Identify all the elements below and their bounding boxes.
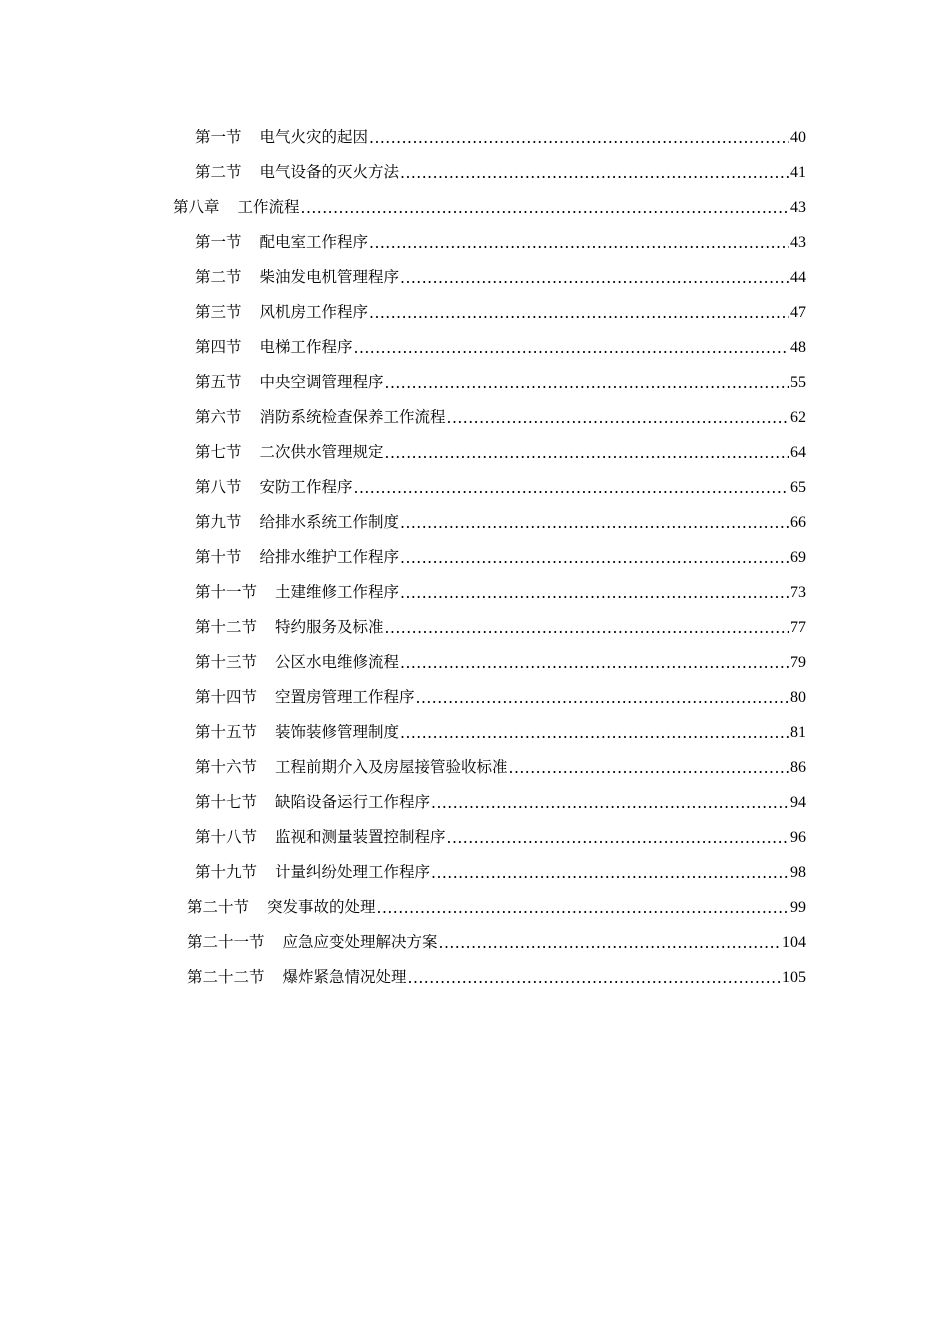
toc-entry[interactable]: [0, 470, 950, 505]
toc-entry-title: 装饰装修管理制度: [275, 723, 400, 741]
toc-page-number: 41: [790, 164, 806, 181]
toc-entry[interactable]: [0, 750, 950, 785]
toc-entry-label: [195, 785, 430, 820]
dot-leader: [400, 156, 789, 191]
toc-page-number: 40: [790, 129, 806, 146]
dot-leader: [408, 961, 781, 996]
toc-entry-title: 安防工作程序: [259, 478, 353, 496]
toc-entry-label: [187, 890, 376, 925]
dot-leader: [385, 611, 789, 646]
toc-entry-label: [195, 330, 353, 365]
dot-leader: [385, 436, 789, 471]
toc-page-number: 66: [790, 514, 806, 531]
dot-leader: [400, 541, 789, 576]
toc-section-number: 第六节: [195, 408, 242, 426]
toc-entry[interactable]: [0, 400, 950, 435]
toc-entry[interactable]: [0, 225, 950, 260]
toc-section-number: 第十六节: [195, 758, 258, 776]
toc-entry[interactable]: [0, 365, 950, 400]
toc-entry-label: [195, 505, 399, 540]
toc-section-number: 第十三节: [195, 653, 258, 671]
toc-section-number: 第二节: [195, 163, 242, 181]
toc-page-number: 79: [790, 654, 806, 671]
toc-section-number: 第二节: [195, 268, 242, 286]
toc-entry[interactable]: [0, 330, 950, 365]
toc-section-number: 第三节: [195, 303, 242, 321]
toc-entry-label: [195, 365, 384, 400]
toc-entry-label: [195, 295, 368, 330]
dot-leader: [400, 576, 789, 611]
toc-section-number: 第十五节: [195, 723, 258, 741]
toc-page-number: 81: [790, 724, 806, 741]
toc-entry[interactable]: [0, 820, 950, 855]
toc-page-number: 86: [790, 759, 806, 776]
toc-page-number: 47: [790, 304, 806, 321]
toc-section-number: 第十二节: [195, 618, 258, 636]
toc-section-number: 第一节: [195, 233, 242, 251]
dot-leader: [439, 926, 781, 961]
toc-section-number: 第四节: [195, 338, 242, 356]
toc-entry-title: 给排水系统工作制度: [259, 513, 400, 531]
dot-leader: [400, 261, 789, 296]
toc-entry-title: 土建维修工作程序: [275, 583, 400, 601]
toc-entry-title: 应急应变处理解决方案: [282, 933, 438, 951]
toc-entry-label: [195, 855, 430, 890]
toc-entry[interactable]: [0, 575, 950, 610]
toc-section-number: 第十七节: [195, 793, 258, 811]
toc-entry-title: 给排水维护工作程序: [259, 548, 400, 566]
dot-leader: [369, 121, 789, 156]
toc-entry-title: 风机房工作程序: [259, 303, 369, 321]
toc-entry-title: 电气火灾的起因: [259, 128, 369, 146]
toc-section-number: 第二十一节: [187, 933, 265, 951]
toc-section-number: 第十节: [195, 548, 242, 566]
toc-page-number: 105: [782, 969, 806, 986]
toc-section-number: 第十八节: [195, 828, 258, 846]
toc-entry-title: 中央空调管理程序: [259, 373, 384, 391]
toc-entry-title: 突发事故的处理: [267, 898, 376, 916]
toc-entry-label: [195, 435, 384, 470]
toc-section-number: 第一节: [195, 128, 242, 146]
toc-page-number: 99: [790, 899, 806, 916]
toc-entry-label: [195, 750, 508, 785]
toc-entry[interactable]: [0, 610, 950, 645]
toc-chapter-number: 第八章: [173, 198, 220, 216]
toc-entry[interactable]: [0, 295, 950, 330]
toc-page-number: 98: [790, 864, 806, 881]
toc-entry[interactable]: [0, 540, 950, 575]
toc-entry-label: [195, 575, 399, 610]
toc-entry-label: [195, 155, 399, 190]
dot-leader: [385, 366, 789, 401]
dot-leader: [301, 191, 789, 226]
toc-entry-title: 柴油发电机管理程序: [259, 268, 400, 286]
toc-entry[interactable]: [0, 505, 950, 540]
toc-page-number: 104: [782, 934, 806, 951]
toc-entry-title: 工作流程: [237, 198, 300, 216]
table-of-contents: [0, 120, 950, 995]
toc-entry[interactable]: [0, 155, 950, 190]
toc-page-number: 96: [790, 829, 806, 846]
dot-leader: [447, 821, 789, 856]
toc-entry[interactable]: [0, 925, 950, 960]
toc-entry-title: 工程前期介入及房屋接管验收标准: [275, 758, 508, 776]
dot-leader: [509, 751, 789, 786]
toc-page-number: 80: [790, 689, 806, 706]
toc-entry-label: [195, 400, 446, 435]
toc-entry[interactable]: [0, 715, 950, 750]
dot-leader: [369, 296, 789, 331]
dot-leader: [416, 681, 789, 716]
toc-section-number: 第二十节: [187, 898, 250, 916]
toc-page-number: 44: [790, 269, 806, 286]
toc-entry[interactable]: [0, 960, 950, 995]
toc-entry-title: 电气设备的灭火方法: [259, 163, 400, 181]
toc-entry-label: [195, 680, 415, 715]
toc-page-number: 43: [790, 234, 806, 251]
toc-entry-title: 电梯工作程序: [259, 338, 353, 356]
toc-section-number: 第七节: [195, 443, 242, 461]
toc-entry-label: [195, 820, 446, 855]
toc-entry[interactable]: [0, 680, 950, 715]
toc-entry-label: [195, 610, 384, 645]
toc-entry-label: [195, 715, 399, 750]
toc-entry-title: 计量纠纷处理工作程序: [275, 863, 431, 881]
toc-entry-label: [195, 260, 399, 295]
toc-entry-title: 空置房管理工作程序: [275, 688, 415, 706]
toc-page-number: 94: [790, 794, 806, 811]
toc-page-number: 62: [790, 409, 806, 426]
toc-page-number: 48: [790, 339, 806, 356]
toc-entry-label: [195, 645, 399, 680]
toc-entry[interactable]: [0, 120, 950, 155]
dot-leader: [369, 226, 789, 261]
toc-entry-label: [195, 225, 368, 260]
toc-entry-label: [187, 925, 438, 960]
dot-leader: [447, 401, 789, 436]
toc-entry[interactable]: [0, 645, 950, 680]
dot-leader: [400, 716, 789, 751]
toc-entry[interactable]: [0, 260, 950, 295]
toc-page-number: 43: [790, 199, 806, 216]
toc-page-number: 77: [790, 619, 806, 636]
toc-page-number: 73: [790, 584, 806, 601]
dot-leader: [354, 331, 789, 366]
toc-page-number: 64: [790, 444, 806, 461]
toc-section-number: 第五节: [195, 373, 242, 391]
toc-entry[interactable]: [0, 785, 950, 820]
toc-page-number: 65: [790, 479, 806, 496]
dot-leader: [431, 856, 789, 891]
dot-leader: [400, 506, 789, 541]
dot-leader: [431, 786, 789, 821]
toc-entry-title: 配电室工作程序: [259, 233, 369, 251]
toc-section-number: 第八节: [195, 478, 242, 496]
toc-entry[interactable]: [0, 855, 950, 890]
toc-entry-title: 二次供水管理规定: [259, 443, 384, 461]
toc-section-number: 第二十二节: [187, 968, 265, 986]
toc-section-number: 第十九节: [195, 863, 258, 881]
toc-entry-label: [195, 120, 368, 155]
toc-entry-title: 消防系统检查保养工作流程: [259, 408, 446, 426]
toc-entry-title: 爆炸紧急情况处理: [282, 968, 407, 986]
toc-entry[interactable]: [0, 435, 950, 470]
toc-entry-title: 监视和测量装置控制程序: [275, 828, 446, 846]
toc-entry-title: 特约服务及标准: [275, 618, 384, 636]
toc-entry-title: 缺陷设备运行工作程序: [275, 793, 431, 811]
toc-page-number: 55: [790, 374, 806, 391]
toc-section-number: 第九节: [195, 513, 242, 531]
toc-section-number: 第十四节: [195, 688, 258, 706]
toc-entry-label: [173, 190, 300, 225]
toc-entry-label: [187, 960, 407, 995]
dot-leader: [400, 646, 789, 681]
dot-leader: [354, 471, 789, 506]
toc-entry-label: [195, 470, 353, 505]
toc-entry-title: 公区水电维修流程: [275, 653, 400, 671]
toc-entry[interactable]: [0, 890, 950, 925]
toc-page-number: 69: [790, 549, 806, 566]
toc-entry-label: [195, 540, 399, 575]
dot-leader: [377, 891, 789, 926]
toc-section-number: 第十一节: [195, 583, 258, 601]
toc-chapter-entry[interactable]: [0, 190, 950, 225]
